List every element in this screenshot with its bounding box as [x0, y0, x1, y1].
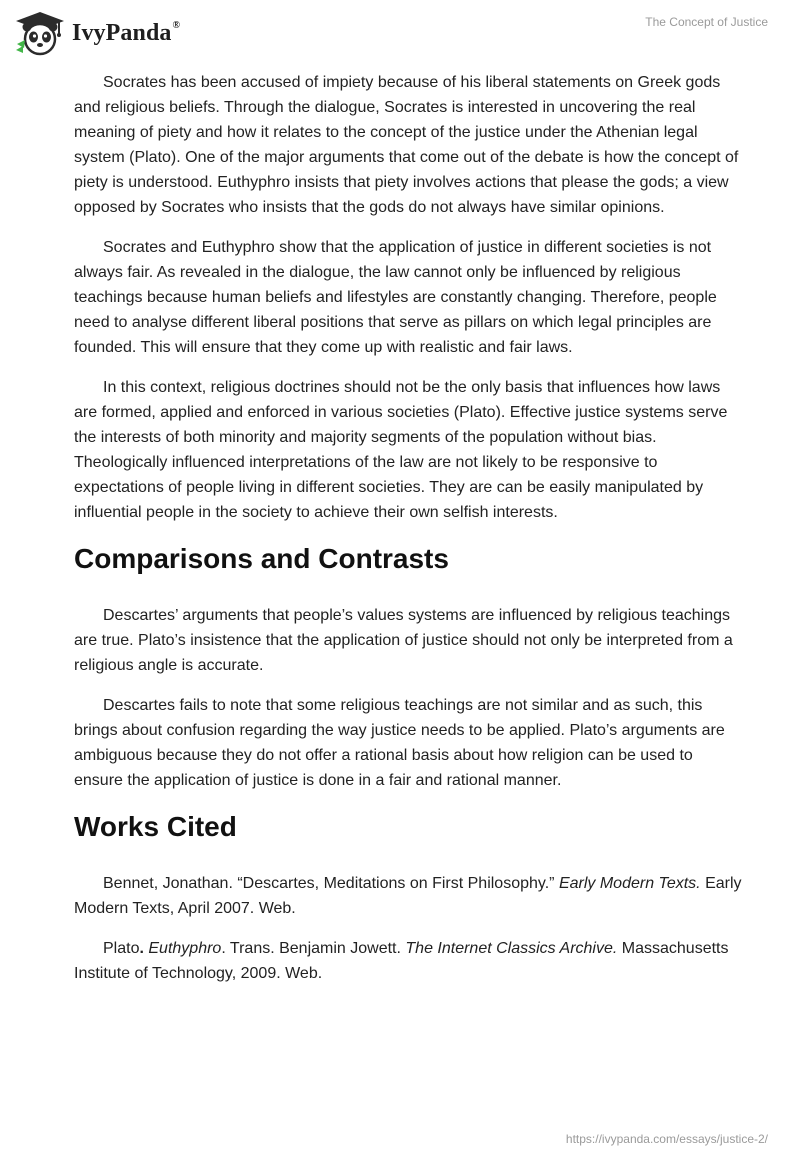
ivypanda-logo[interactable]: [14, 8, 180, 58]
document-title: The Concept of Justice: [645, 15, 768, 29]
paragraph: Socrates and Euthyphro show that the application of justice in different societies is not always fair. As revealed in the dialogue, the law cannot only be influenced by religious teachings because human beliefs and lifestyles are constantly changing. Therefore, people need to analyse different liberal positions that serve as pillars on which legal principles are founded. This will ensure that they come up with realistic and fair laws.: [74, 239, 717, 356]
source-url-link[interactable]: https://ivypanda.com/essays/justice-2/: [565, 1132, 768, 1146]
essay-body: [74, 70, 744, 1001]
paragraph: Descartes fails to note that some religious teachings are not similar and as such, this brings about confusion regarding the way justice needs to be applied. Plato’s arguments are ambiguous because they do not offer a rational basis about how religion can be used to ensure the application of justice is done in a fair and rational manner.: [74, 697, 725, 789]
paragraph: Descartes’ arguments that people’s values systems are influenced by religious teachings are true. Plato’s insistence that the application of justice should not only be interpreted from a religious angle is accurate.: [74, 607, 733, 674]
citation-item: Bennet, Jonathan. “Descartes, Meditations on First Philosophy.” Early Modern Texts. Early Modern Texts, April 2007. Web.: [74, 875, 742, 917]
paragraph: In this context, religious doctrines should not be the only basis that influences how laws are formed, applied and enforced in various societies (Plato). Effective justice systems serve the interests of both minority and majority segments of the population without bias. Theologically influenced interpretations of the law are not likely to be responsive to expectations of people living in different societies. They are can be easily manipulated by influential people in the society to achieve their own selfish interests.: [74, 379, 728, 521]
panda-graduate-icon: [14, 10, 66, 56]
works-cited-heading: Works Cited: [74, 811, 237, 842]
citation-item: Plato. Euthyphro. Trans. Benjamin Jowett. The Internet Classics Archive. Massachusetts Institute of Technology, 2009. Web.: [74, 940, 729, 982]
comparisons-heading: Comparisons and Contrasts: [74, 543, 449, 574]
paragraph: Socrates has been accused of impiety because of his liberal statements on Greek gods and religious beliefs. Through the dialogue, Socrates is interested in uncovering the real meaning of piety and how it relates to the concept of the justice under the Athenian legal system (Plato). One of the major arguments that come out of the debate is how the concept of piety is understood. Euthyphro insists that piety involves actions that please the gods; a view opposed by Socrates who insists that the gods do not always have similar opinions.: [74, 74, 739, 216]
brand-name: IvyPanda®: [72, 19, 181, 46]
